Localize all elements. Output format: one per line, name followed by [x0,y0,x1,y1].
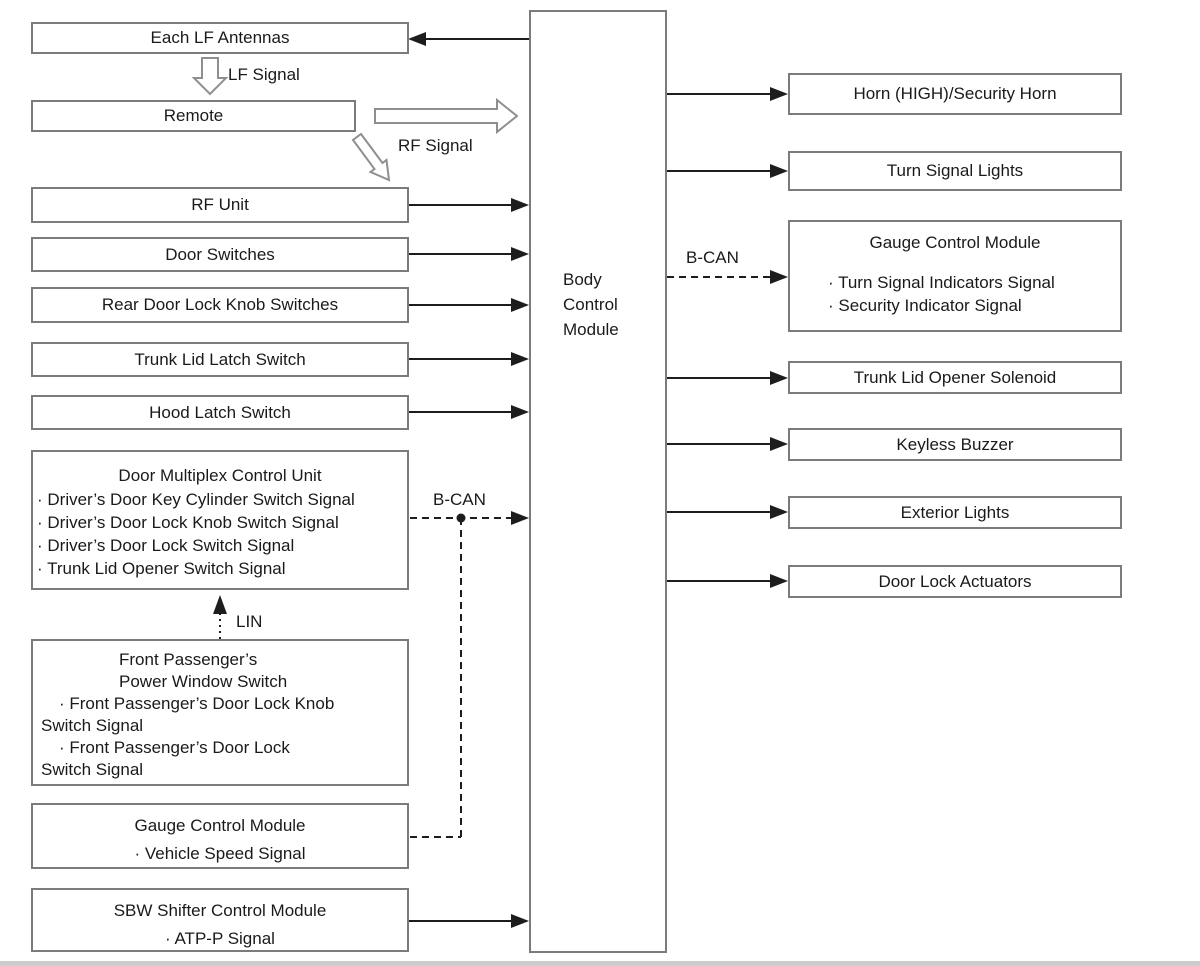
body-control-module-label: Body Control Module [563,270,619,339]
node-each-lf-antennas: Each LF Antennas [31,22,409,54]
sbw-signal: · ATP-P Signal [165,929,275,948]
node-body-control-module [529,10,667,953]
node-keyless-buzzer: Keyless Buzzer [788,428,1122,461]
gauge-left-signal: · Vehicle Speed Signal [134,844,306,863]
arrowhead-turn-signal [770,164,788,178]
arrowhead-sbw [511,914,529,928]
rf-signal-right-arrow-icon [375,100,517,132]
arrowhead-trunk-latch [511,352,529,366]
node-sbw-shifter-control-module [31,888,409,952]
node-trunk-lid-latch-switch: Trunk Lid Latch Switch [31,342,409,377]
gauge-right-signal-list: · Turn Signal Indicators Signal · Security Indicator Signal [828,273,1055,316]
arrowhead-rear-door-lock [511,298,529,312]
arrowhead-exterior-lights [770,505,788,519]
arrowhead-to-lf-antennas [408,32,426,46]
arrowhead-lin-up [213,595,227,614]
node-door-switches: Door Switches [31,237,409,272]
arrowhead-trunk-solenoid [770,371,788,385]
rf-signal-diagonal-arrow-icon [353,134,389,180]
node-trunk-lid-opener-solenoid: Trunk Lid Opener Solenoid [788,361,1122,394]
bcan-junction-dot [457,514,466,523]
rf-signal-label: RF Signal [398,136,473,155]
arrowhead-door-lock-actuators [770,574,788,588]
node-front-passenger-power-window-switch [31,639,409,786]
scan-edge-strip [0,961,1200,966]
door-multiplex-signal-list: · Driver’s Door Key Cylinder Switch Signal · Driver’s Door Lock Knob Switch Signal · Driver’s Door Lock Switch Signal · Trunk Lid Opener Switch Signal [37,490,355,579]
arrowhead-rf-unit [511,198,529,212]
node-hood-latch-switch: Hood Latch Switch [31,395,409,430]
node-rf-unit: RF Unit [31,187,409,223]
gauge-left-title: Gauge Control Module [134,816,306,835]
node-door-lock-actuators: Door Lock Actuators [788,565,1122,598]
arrowhead-bcan-right [770,270,788,284]
arrowhead-hood-latch [511,405,529,419]
lin-label: LIN [236,612,263,631]
arrowhead-horn [770,87,788,101]
door-multiplex-title: Door Multiplex Control Unit [118,466,322,485]
node-remote: Remote [31,100,356,132]
gauge-right-title: Gauge Control Module [869,233,1041,252]
bcan-label-left: B-CAN [433,490,486,509]
sbw-title: SBW Shifter Control Module [113,901,327,920]
front-passenger-title: Front Passenger’s Power Window Switch [119,650,288,691]
front-passenger-signal-list: · Front Passenger’s Door Lock Knob Switch Signal · Front Passenger’s Door Lock Switch Signal [41,694,335,779]
node-door-multiplex-control-unit [31,450,409,590]
node-rear-door-lock-knob-switches: Rear Door Lock Knob Switches [31,287,409,323]
lf-signal-down-arrow-icon [194,58,226,94]
node-horn-security-horn: Horn (HIGH)/Security Horn [788,73,1122,115]
node-gauge-control-module-right [788,220,1122,332]
arrowhead-bcan-left [511,511,529,525]
bcan-label-right: B-CAN [686,248,739,267]
node-exterior-lights: Exterior Lights [788,496,1122,529]
arrowhead-keyless-buzzer [770,437,788,451]
arrowhead-door-switches [511,247,529,261]
node-gauge-control-module-left [31,803,409,869]
lf-signal-label: LF Signal [228,65,300,84]
node-turn-signal-lights: Turn Signal Lights [788,151,1122,191]
